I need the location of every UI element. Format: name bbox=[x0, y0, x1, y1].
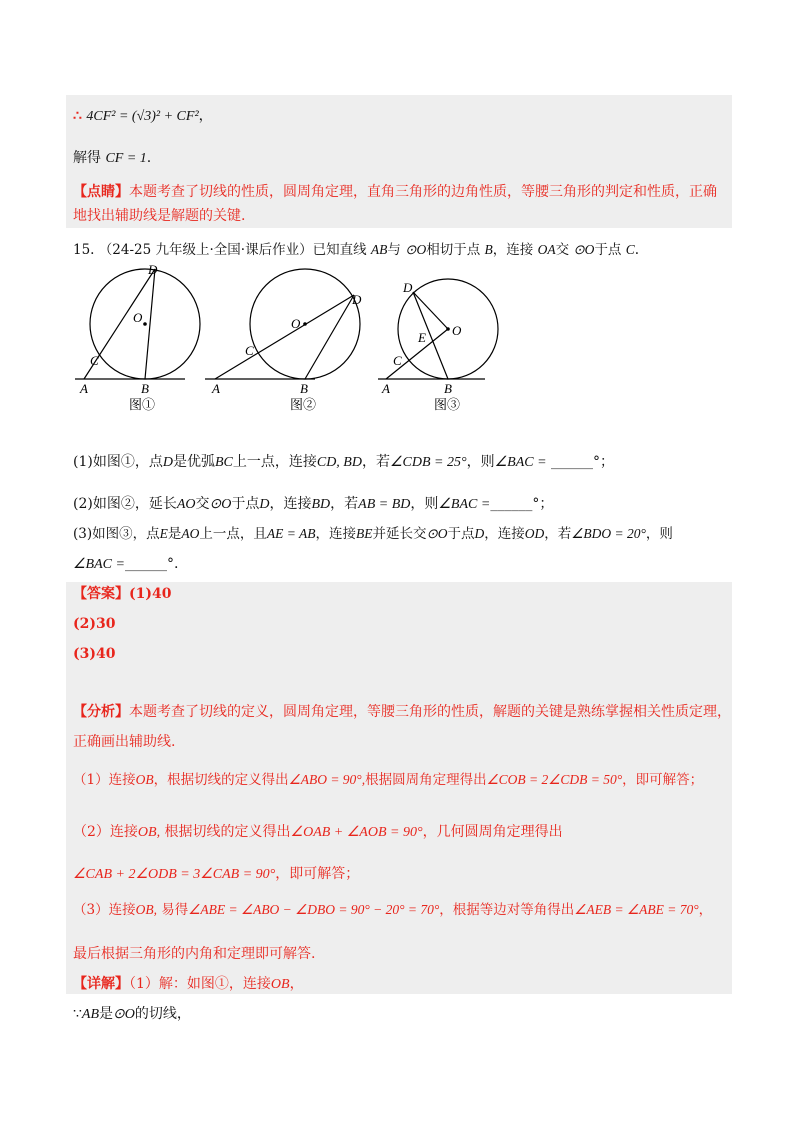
fig1-label-A: A bbox=[80, 381, 88, 396]
analysis-step-2-cont: ∠CAB + 2∠ODB = 3∠CAB = 90°，即可解答； bbox=[73, 866, 360, 882]
fig1-label-D: D bbox=[148, 262, 158, 277]
fig1-center-dot bbox=[143, 322, 147, 326]
analysis-line-1: 【分析】本题考查了切线的定义，圆周角定理，等腰三角形的性质，解题的关键是熟练掌握相关性质定理， bbox=[73, 704, 731, 720]
solve-line: 解得 CF = 1. bbox=[73, 150, 152, 166]
part-2: (2)如图②，延长AO交⊙O于点D，连接BD，若AB = BD，则∠BAC =______°； bbox=[73, 496, 554, 512]
fig2-caption: 图② bbox=[290, 397, 317, 412]
fig3-label-D: D bbox=[403, 280, 413, 295]
analysis-step-1: （1）连接OB，根据切线的定义得出∠ABO = 90°,根据圆周角定理得出∠COB = 2∠CDB = 50°，即可解答； bbox=[73, 772, 704, 788]
equation-line: ∴ 4CF² = (√3)² + CF²， bbox=[73, 108, 213, 124]
part-3-line-1: (3)如图③，点E是AO上一点，且AE = AB，连接BE并延长交⊙O于点D，连接OD，若∠BDO = 20°，则 bbox=[73, 526, 673, 542]
part-1: (1)如图①，点D是优弧BC上一点，连接CD, BD，若∠CDB = 25°，则∠BAC = ______°； bbox=[73, 454, 614, 470]
fig3-label-C: C bbox=[393, 353, 402, 368]
fig1-label-C: C bbox=[90, 353, 99, 368]
answer-line-3: (3)40 bbox=[73, 646, 116, 662]
fig2-label-D: D bbox=[352, 292, 362, 307]
fig1-label-O: O bbox=[133, 310, 143, 325]
fig3-caption: 图③ bbox=[434, 397, 461, 412]
fig3-label-O: O bbox=[452, 323, 462, 338]
blank-3: ______ bbox=[124, 556, 167, 572]
answer-line-2: (2)30 bbox=[73, 616, 116, 632]
analysis-step-2: （2）连接OB, 根据切线的定义得出∠OAB + ∠AOB = 90°，几何圆周角定理得出 bbox=[73, 824, 563, 840]
fig2-label-B: B bbox=[300, 381, 308, 396]
blank-1: ______ bbox=[551, 454, 593, 470]
question-stem: 15. （24-25 九年级上·全国·课后作业）已知直线 AB与 ⊙O相切于点 B，连接 OA交 ⊙O于点 C. bbox=[73, 242, 640, 258]
fig1-caption: 图① bbox=[129, 397, 156, 412]
geometry-figures bbox=[0, 262, 800, 422]
blank-2: ______ bbox=[490, 496, 533, 512]
fig1-label-B: B bbox=[141, 381, 149, 396]
figure-2 bbox=[205, 269, 360, 379]
detail-line-2: ∵AB是⊙O的切线， bbox=[73, 1006, 191, 1022]
fig3-label-B: B bbox=[444, 381, 452, 396]
fig2-label-A: A bbox=[212, 381, 220, 396]
answer-line-1: 【答案】(1)40 bbox=[73, 586, 172, 602]
part-3-line-2: ∠BAC =______°. bbox=[73, 556, 179, 572]
comment-line-2: 地找出辅助线是解题的关键. bbox=[73, 208, 246, 224]
fig3-center-dot bbox=[446, 327, 450, 331]
analysis-step-3: （3）连接OB, 易得∠ABE = ∠ABO − ∠DBO = 90° − 20° = 70°，根据等边对等角得出∠AEB = ∠ABE = 70°， bbox=[73, 902, 713, 918]
fig3-label-A: A bbox=[382, 381, 390, 396]
analysis-step-3-cont: 最后根据三角形的内角和定理即可解答. bbox=[73, 946, 316, 962]
comment-line-1: 【点睛】本题考查了切线的性质，圆周角定理，直角三角形的边角性质，等腰三角形的判定和性质，正确 bbox=[73, 184, 717, 200]
fig3-label-E: E bbox=[418, 330, 426, 345]
analysis-line-2: 正确画出辅助线. bbox=[73, 734, 176, 750]
fig2-center-dot bbox=[303, 322, 307, 326]
fig2-label-O: O bbox=[291, 316, 301, 331]
detail-line-1: 【详解】（1）解：如图①，连接OB， bbox=[73, 976, 304, 992]
fig2-label-C: C bbox=[245, 343, 254, 358]
